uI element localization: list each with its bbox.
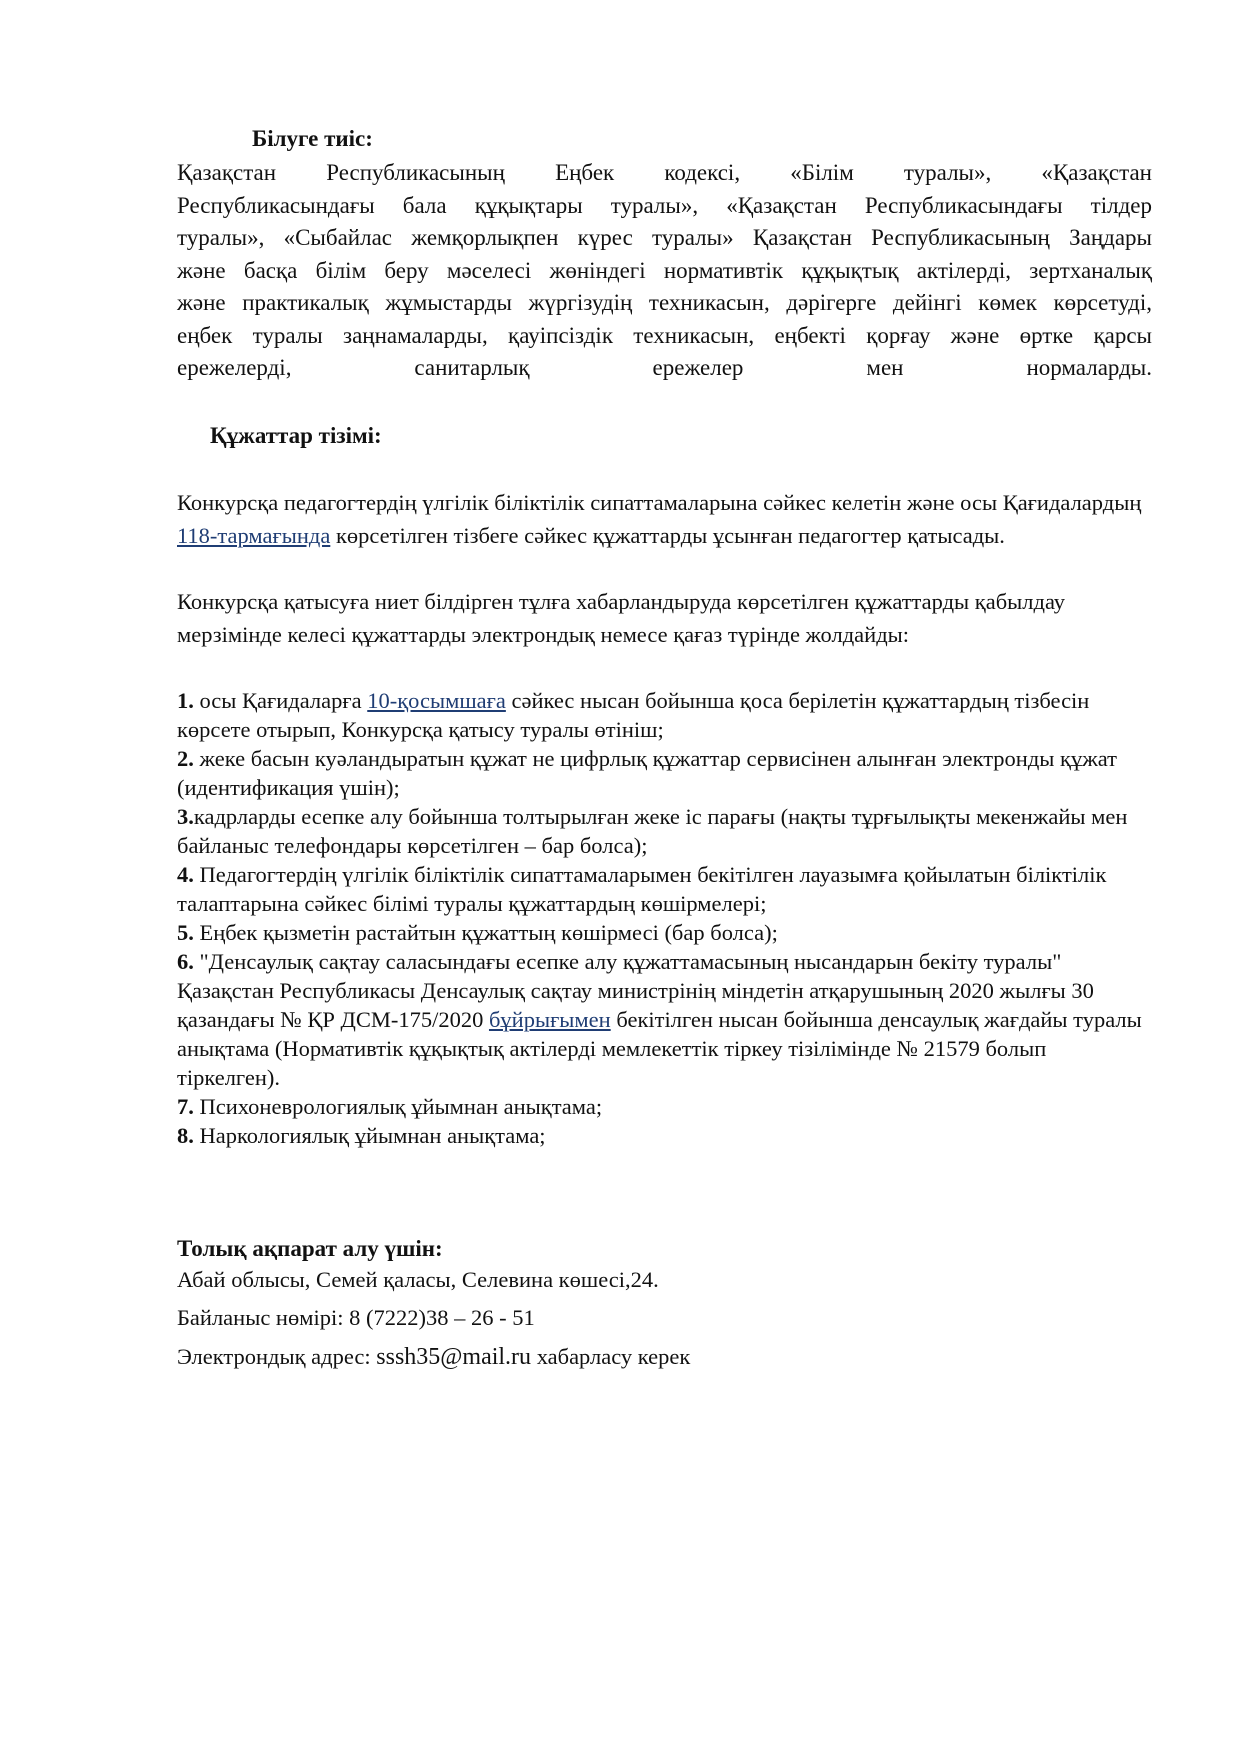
- link-order[interactable]: бұйрығымен: [488, 1007, 611, 1032]
- intro-text: көрсетілген тізбеге сәйкес құжаттарды ұсынған педагогтер қатысады.: [330, 523, 1005, 548]
- contact-phone-line: [177, 1305, 535, 1331]
- list-item: [177, 947, 1152, 1092]
- item-text: Психоневрологиялық ұйымнан анықтама;: [193, 1094, 603, 1119]
- email-address: sssh35@mail.ru: [376, 1344, 532, 1370]
- paragraph-line: еңбек туралы заңнамаларды, қауіпсіздік техникасын, еңбекті қорғау және өртке қарсы: [177, 322, 1152, 348]
- list-item: [177, 918, 1152, 947]
- item-number: 1.: [177, 688, 194, 713]
- paragraph-line: туралы», «Сыбайлас жемқорлықпен күрес туралы» Қазақстан Республикасының Заңдары: [177, 225, 1152, 250]
- item-text: кадрларды есепке алу бойынша толтырылған жеке іс парағы (нақты тұрғылықты мекенжайы мен байланыс телефондары көрсетілген – бар болса);: [177, 804, 1128, 858]
- item-text: Педагогтердің үлгілік біліктілік сипаттамаларымен бекітілген лауазымға қойылатын біліктілік талаптарына сәйкес білімі туралы құжаттардың көшірмелері;: [177, 862, 1107, 916]
- item-text: осы Қағидаларға: [193, 688, 368, 713]
- paragraph-line: Қазақстан Республикасының Еңбек кодексі, «Білім туралы», «Қазақстан: [177, 160, 1152, 185]
- link-clause-118[interactable]: 118-тармағында: [177, 523, 331, 548]
- item-number: 4.: [177, 862, 194, 887]
- submission-paragraph: Конкурсқа қатысуға ниет білдірген тұлға хабарландыруда көрсетілген құжаттарды қабылдау мерзімінде келесі құжаттарды электрондық немесе қағаз түрінде жолдайды:: [177, 589, 1066, 647]
- heading-documents-list: Құжаттар тізімі:: [210, 423, 382, 448]
- paragraph-line: Республикасындағы бала құқықтары туралы», «Қазақстан Республикасындағы тілдер: [177, 192, 1152, 218]
- item-text: Еңбек қызметін растайтын құжаттың көшірмесі (бар болса);: [193, 920, 778, 945]
- list-item: [177, 1092, 1152, 1121]
- list-item: [177, 860, 1152, 918]
- item-text: Наркологиялық ұйымнан анықтама;: [193, 1123, 546, 1148]
- item-text: "Денсаулық сақтау саласындағы есепке алу құжаттамасының нысандарын бекіту туралы" Қазақстан Республикасы Денсаулық сақтау министрінің міндетін атқарушының 2020 жылғы 30 қазандағы № ҚР ДСМ-175/2020: [177, 949, 1094, 1032]
- list-item: [177, 802, 1152, 860]
- heading-must-know: Білуге тиіс:: [252, 126, 373, 151]
- item-text: жеке басын куәландыратын құжат не цифрлық құжаттар сервисінен алынған электронды құжат (идентификация үшін);: [177, 746, 1118, 800]
- contact-email-line: [177, 1344, 690, 1371]
- item-number: 2.: [177, 746, 194, 771]
- email-label: Электрондық адрес:: [177, 1344, 377, 1369]
- list-item: [177, 1121, 1152, 1150]
- item-number: 6.: [177, 949, 194, 974]
- list-item: [177, 744, 1152, 802]
- intro-text: Конкурсқа педагогтердің үлгілік біліктілік сипаттамаларына сәйкес келетін және осы Қағидалардың: [177, 490, 1142, 515]
- list-item: [177, 686, 1152, 744]
- contact-address: Абай облысы, Семей қаласы, Селевина көшесі,24.: [177, 1267, 659, 1292]
- link-appendix-10[interactable]: 10-қосымшаға: [367, 688, 506, 713]
- heading-contact-info: Толық ақпарат алу үшін:: [177, 1236, 443, 1261]
- documents-intro-paragraph: [177, 486, 1152, 552]
- phone-number: 8 (7222)38 – 26 - 51: [349, 1305, 535, 1330]
- item-text: сәйкес нысан бойынша қоса берілетін құжаттардың тізбесін көрсете отырып, Конкурсқа қатысу туралы өтініш;: [177, 688, 1090, 742]
- item-number: 7.: [177, 1094, 194, 1119]
- item-number: 5.: [177, 920, 194, 945]
- documents-list: [177, 686, 1152, 1150]
- item-number: 3.: [177, 804, 194, 829]
- paragraph-line: және практикалық жұмыстарды жүргізудің техникасын, дәрігерге дейінгі көмек көрсетуді,: [177, 290, 1152, 315]
- must-know-paragraph: [177, 157, 1152, 385]
- item-number: 8.: [177, 1123, 194, 1148]
- paragraph-line: және басқа білім беру мәселесі жөніндегі нормативтік құқықтық актілерді, зертханалық: [177, 257, 1152, 283]
- phone-label: Байланыс нөмірі:: [177, 1305, 350, 1330]
- paragraph-line: ережелерді, санитарлық ережелер мен нормаларды.: [177, 355, 1152, 380]
- item-text: бекітілген нысан бойынша денсаулық жағдайы туралы анықтама (Нормативтік құқықтық актілерді мемлекеттік тіркеу тізілімінде № 21579 болып тіркелген).: [177, 1007, 1142, 1090]
- email-suffix: хабарласу керек: [531, 1344, 691, 1369]
